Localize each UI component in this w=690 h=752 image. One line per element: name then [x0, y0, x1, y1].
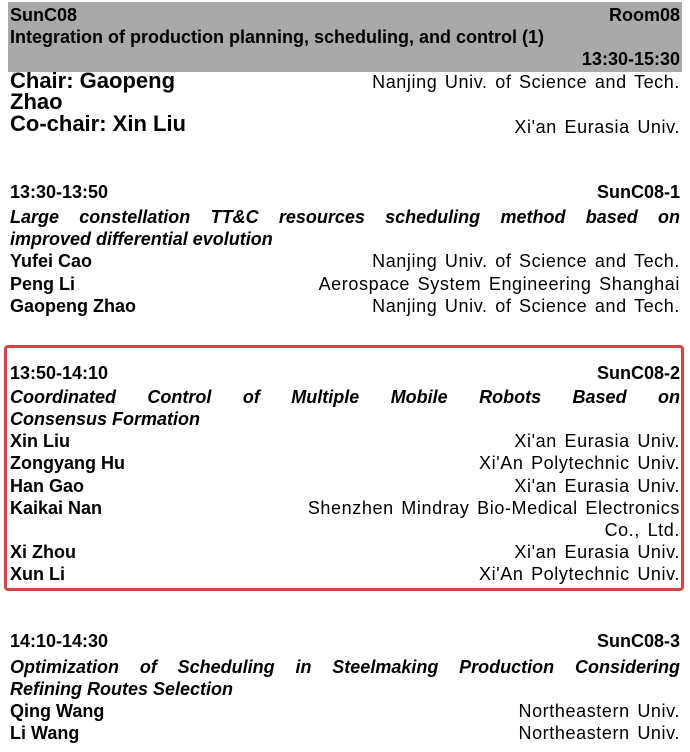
cochair-name: Co-chair: Xin Liu	[10, 111, 186, 136]
paper-2-id: SunC08-2	[596, 363, 680, 383]
paper-1-author-2: Peng Li	[10, 274, 76, 294]
session-room: Room08	[608, 5, 680, 25]
paper-3-title-line2: Refining Routes Selection	[10, 679, 234, 699]
chair-name-line2: Zhao	[10, 89, 63, 114]
paper-3-author-2-affiliation: Northeastern Univ.	[518, 723, 680, 743]
paper-2-author-3-affiliation: Xi'an Eurasia Univ.	[514, 476, 680, 496]
paper-2-author-2: Zongyang Hu	[10, 453, 125, 473]
paper-2-title-line2: Consensus Formation	[10, 409, 201, 429]
paper-1-author-3: Gaopeng Zhao	[10, 296, 136, 316]
paper-2-author-6: Xun Li	[10, 564, 65, 584]
paper-2-author-4: Kaikai Nan	[10, 498, 103, 518]
paper-1-author-1-affiliation: Nanjing Univ. of Science and Tech.	[372, 251, 680, 271]
cochair-affiliation: Xi'an Eurasia Univ.	[514, 117, 680, 137]
paper-2-author-3: Han Gao	[10, 476, 85, 496]
paper-2-author-5-affiliation: Xi'an Eurasia Univ.	[514, 542, 680, 562]
session-time: 13:30-15:30	[581, 49, 680, 69]
session-title: Integration of production planning, scheduling, and control (1)	[10, 27, 544, 47]
paper-1-author-1: Yufei Cao	[10, 251, 93, 271]
paper-3-author-1-affiliation: Northeastern Univ.	[518, 701, 680, 721]
paper-1-author-3-affiliation: Nanjing Univ. of Science and Tech.	[372, 296, 680, 316]
chair-name-line1: Chair: Gaopeng	[10, 68, 176, 93]
paper-2-time: 13:50-14:10	[10, 363, 109, 383]
paper-2-author-6-affiliation: Xi'An Polytechnic Univ.	[479, 564, 680, 584]
paper-2-author-4-affiliation-line2: Co., Ltd.	[604, 520, 680, 540]
paper-2-author-1-affiliation: Xi'an Eurasia Univ.	[514, 431, 680, 451]
paper-2-title-line1: Coordinated Control of Multiple Mobile Robots Based on	[10, 387, 680, 407]
paper-3-id: SunC08-3	[596, 631, 680, 651]
paper-1-author-2-affiliation: Aerospace System Engineering Shanghai	[318, 274, 680, 294]
paper-3-author-2: Li Wang	[10, 723, 80, 743]
paper-3-title-line1: Optimization of Scheduling in Steelmaking Production Considering	[10, 657, 680, 677]
paper-2-author-5: Xi Zhou	[10, 542, 76, 562]
paper-2-author-2-affiliation: Xi'An Polytechnic Univ.	[479, 453, 680, 473]
paper-1-title-line2: improved differential evolution	[10, 229, 273, 249]
chair-affiliation: Nanjing Univ. of Science and Tech.	[372, 72, 680, 92]
paper-1-time: 13:30-13:50	[10, 182, 109, 202]
paper-3-time: 14:10-14:30	[10, 631, 109, 651]
paper-1-id: SunC08-1	[596, 182, 680, 202]
paper-3-author-1: Qing Wang	[10, 701, 105, 721]
session-code: SunC08	[10, 5, 78, 25]
paper-1-title-line1: Large constellation TT&C resources scheduling method based on	[10, 207, 680, 227]
paper-2-author-1: Xin Liu	[10, 431, 70, 451]
paper-2-author-4-affiliation-line1: Shenzhen Mindray Bio-Medical Electronics	[307, 498, 680, 518]
